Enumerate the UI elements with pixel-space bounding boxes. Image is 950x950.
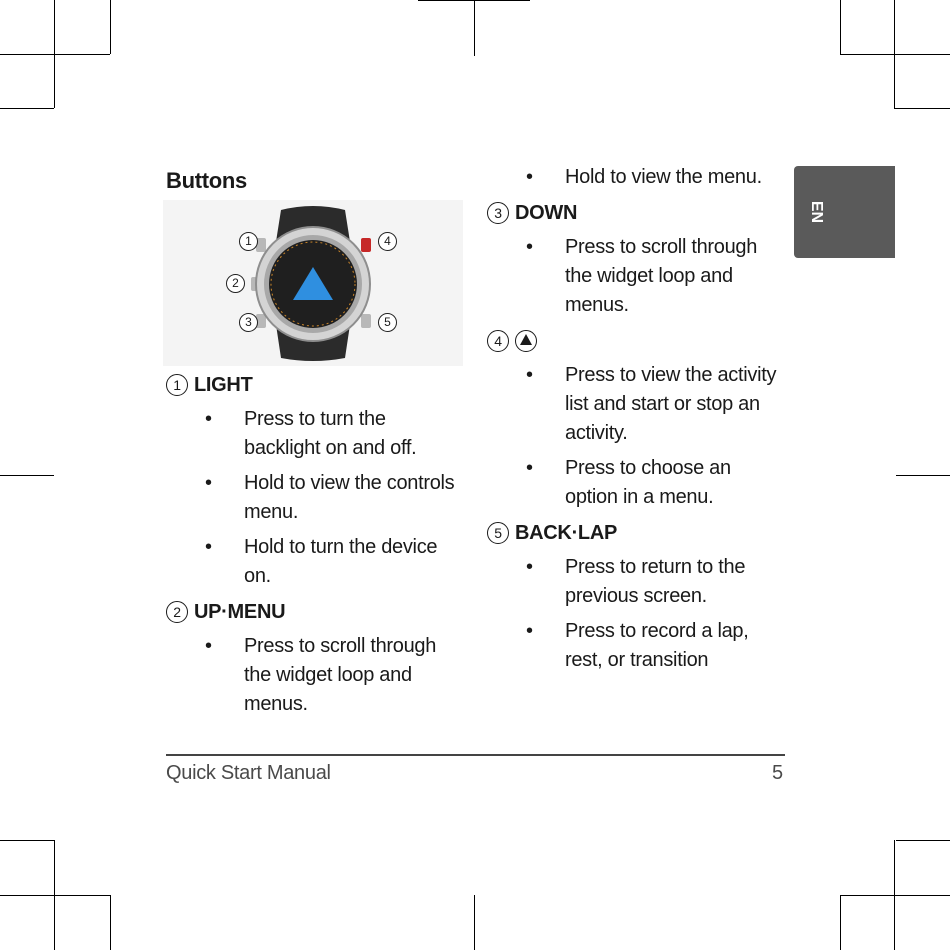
section-title: LIGHT bbox=[194, 373, 253, 396]
bullet: • bbox=[526, 620, 533, 642]
crop-mark bbox=[110, 895, 111, 950]
callout-number: 4 bbox=[487, 330, 509, 352]
section-light bbox=[166, 370, 466, 400]
section-heading: Buttons bbox=[166, 168, 247, 193]
start-stop-triangle-icon bbox=[515, 330, 537, 352]
crop-mark bbox=[840, 895, 841, 950]
callout-number: 5 bbox=[487, 522, 509, 544]
bullet: • bbox=[526, 556, 533, 578]
crop-mark bbox=[0, 840, 54, 841]
crop-mark bbox=[840, 54, 950, 55]
section-title: UP·MENU bbox=[194, 600, 286, 623]
crop-mark bbox=[0, 54, 110, 55]
item-text: Hold to turn the device on. bbox=[244, 536, 438, 587]
item-text: Press to scroll through the widget loop and menus. bbox=[565, 236, 758, 316]
callout-number: 2 bbox=[166, 601, 188, 623]
section-title: BACK·LAP bbox=[515, 521, 618, 544]
section-up-menu bbox=[166, 597, 466, 627]
section-back-lap bbox=[487, 518, 787, 548]
bullet: • bbox=[205, 408, 212, 430]
watch-illustration bbox=[163, 200, 463, 366]
page-number: 5 bbox=[772, 762, 784, 784]
item-text: Press to scroll through the widget loop and menus. bbox=[244, 635, 437, 715]
callout-1: 1 bbox=[239, 232, 258, 251]
crop-mark bbox=[0, 108, 54, 109]
list-item bbox=[487, 163, 787, 192]
callout-number: 3 bbox=[487, 202, 509, 224]
left-column bbox=[166, 370, 466, 725]
crop-mark bbox=[474, 895, 475, 950]
bullet: • bbox=[526, 236, 533, 258]
bullet: • bbox=[526, 364, 533, 386]
item-text: Hold to view the menu. bbox=[565, 166, 762, 188]
item-text: Press to turn the backlight on and off. bbox=[244, 408, 417, 459]
footer-rule bbox=[166, 754, 785, 756]
section-start-stop bbox=[487, 326, 787, 356]
callout-4: 4 bbox=[378, 232, 397, 251]
list-item bbox=[166, 533, 466, 591]
list-item bbox=[487, 361, 787, 448]
crop-mark bbox=[896, 475, 950, 476]
list-item bbox=[487, 553, 787, 611]
callout-number: 1 bbox=[166, 374, 188, 396]
crop-mark bbox=[840, 895, 950, 896]
crop-mark bbox=[840, 0, 841, 54]
list-item bbox=[487, 233, 787, 320]
section-title: DOWN bbox=[515, 201, 578, 224]
list-item bbox=[487, 617, 787, 675]
callout-5: 5 bbox=[378, 313, 397, 332]
crop-mark bbox=[894, 108, 950, 109]
list-item bbox=[166, 469, 466, 527]
list-item bbox=[166, 632, 466, 719]
section-down bbox=[487, 198, 787, 228]
language-tab-label: EN bbox=[808, 200, 825, 224]
item-text: Press to return to the previous screen. bbox=[565, 556, 746, 607]
list-item bbox=[487, 454, 787, 512]
crop-mark bbox=[0, 475, 54, 476]
bullet: • bbox=[526, 166, 533, 188]
item-text: Press to record a lap, rest, or transition bbox=[565, 620, 749, 671]
bullet: • bbox=[205, 635, 212, 657]
language-tab bbox=[794, 166, 895, 258]
list-item bbox=[166, 405, 466, 463]
crop-mark bbox=[896, 840, 950, 841]
crop-mark bbox=[110, 0, 111, 54]
crop-mark bbox=[418, 0, 530, 1]
bullet: • bbox=[205, 472, 212, 494]
footer-title: Quick Start Manual bbox=[166, 762, 331, 784]
callout-2: 2 bbox=[226, 274, 245, 293]
callout-3: 3 bbox=[239, 313, 258, 332]
crop-mark bbox=[0, 895, 110, 896]
item-text: Hold to view the controls menu. bbox=[244, 472, 455, 523]
right-column bbox=[487, 163, 787, 681]
item-text: Press to choose an option in a menu. bbox=[565, 457, 731, 508]
watch-figure bbox=[163, 200, 463, 366]
item-text: Press to view the activity list and start or stop an activity. bbox=[565, 364, 777, 444]
bullet: • bbox=[205, 536, 212, 558]
crop-mark bbox=[474, 0, 475, 56]
bullet: • bbox=[526, 457, 533, 479]
